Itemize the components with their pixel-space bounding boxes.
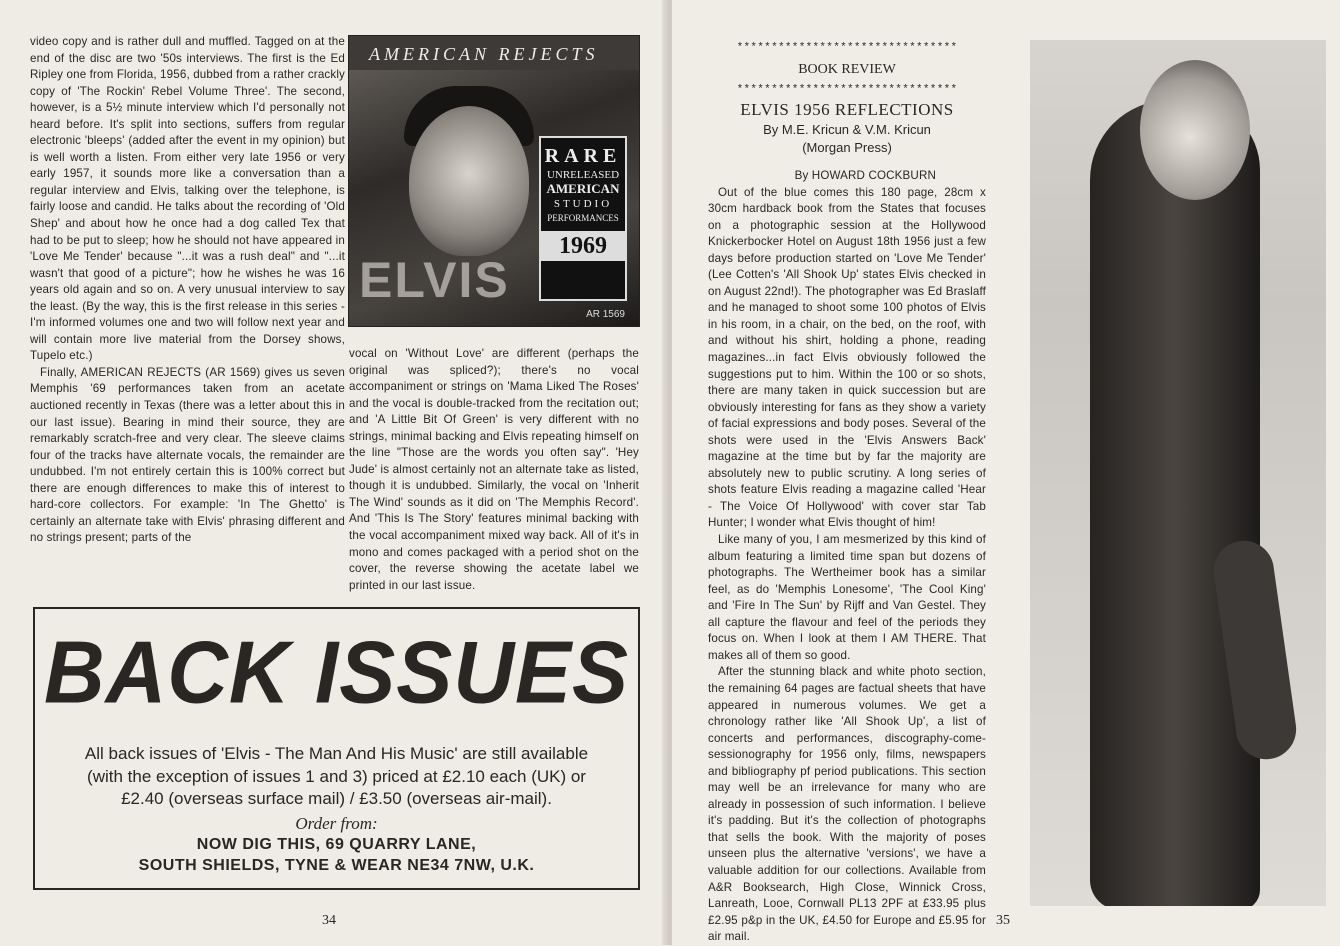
ad-text: All back issues of 'Elvis - The Man And His Music' are still available (with the exception of issues 1 and 3) priced at £2.10 each (UK) or £2.40 (overseas surface mail) / £3.50 (overseas air-mail).	[84, 744, 589, 808]
byline: By HOWARD COCKBURN	[794, 169, 936, 182]
star-divider: ********************************	[736, 42, 958, 54]
cover-artist: ELVIS	[359, 252, 510, 308]
cover-banner: AMERICAN REJECTS	[349, 36, 639, 70]
label-year: 1969	[541, 231, 625, 261]
article-column-1	[30, 34, 345, 547]
cover-face	[409, 106, 529, 256]
label-rare: RARE	[544, 145, 622, 167]
cover-label	[539, 136, 627, 301]
review-body	[708, 168, 986, 946]
page-number: 35	[996, 913, 1010, 928]
article-column-2	[349, 346, 639, 594]
paragraph: Out of the blue comes this 180 page, 28cm x 30cm hardback book from the States that focuses on a photographic session at the Hollywood Knickerbocker Hotel on August 18th 1956 just a few days before production started on 'Love Me Tender' (Lee Cotten's 'All Shook Up' states Elvis checked in on August 22nd!). The photographer was Ed Braslaff and he managed to shoot some 100 photos of Elvis in his room, in a chair, on the bed, on the roof, with and without his shirt, holding a phone, reading magazines...in fact Elvis obviously followed the suggestions put to him. Within the 100 or so shots, there are many taken in quick succession but are obviously interesting for fans as they show a variety of facial expressions and body poses. Several of the shots were used in the 'Elvis Answers Back' magazine at the time but by far the majority are absolutely new to public scrutiny. A long series of shots feature Elvis reading a magazine called 'Hear - The Voice Of Hollywood' with cover star Tab Hunter; I wonder what Elvis thought of him!	[708, 185, 986, 530]
photo-figure	[1090, 100, 1260, 906]
label-line: AMERICAN	[546, 181, 620, 196]
review-publisher: (Morgan Press)	[802, 140, 892, 155]
elvis-photo	[1030, 40, 1326, 906]
left-page	[0, 0, 668, 945]
review-title: ELVIS 1956 REFLECTIONS	[740, 100, 954, 119]
ad-order-label: Order from:	[295, 813, 378, 833]
review-authors: By M.E. Kricun & V.M. Kricun	[763, 122, 931, 137]
star-divider: ********************************	[736, 84, 958, 96]
section-label: BOOK REVIEW	[798, 62, 896, 77]
label-line: PERFORMANCES	[547, 213, 619, 223]
photo-head	[1140, 60, 1250, 200]
ad-address-2: SOUTH SHIELDS, TYNE & WEAR NE34 7NW, U.K.	[138, 856, 535, 874]
label-line: STUDIO	[553, 198, 613, 210]
paragraph: Finally, AMERICAN REJECTS (AR 1569) gives us seven Memphis '69 performances taken from an acetate auctioned recently in Texas (there was a letter about this in our last issue). Bearing in mind their source, they are remarkably scratch-free and very clear. The sleeve claims four of the tracks have alternate vocals, the remainder are undubbed. I'm not entirely certain this is 100% correct but there are enough differences to make this of interest to hard-core collectors. For example: 'In The Ghetto' is certainly an alternate take with Elvis' phrasing different and no strings present; parts of the	[30, 365, 345, 545]
page-number: 34	[322, 913, 336, 928]
album-cover-image	[348, 35, 640, 327]
ad-address-1: NOW DIG THIS, 69 QUARRY LANE,	[196, 835, 477, 853]
cover-catalog: AR 1569	[586, 309, 625, 320]
paragraph: After the stunning black and white photo section, the remaining 64 pages are factual sheets that have appeared in numerous volumes. We get a chronology rather like 'All Shook Up', a list of concerts and performances, discography-come-sessionography for 1956 only, films, newspapers and bibliography pf period publications. This section may well be an irrelevance for many who are already in possession of such information. I believe it's padding. But it's the collection of photographs that sells the book. With the majority of poses unseen plus the alternative 'versions', we have a valuable addition for our collections. Available from A&R Booksearch, High Close, Winnick Cross, Lanreath, Looe, Cornwall PL13 2PF at £33.95 plus £2.95 p&p in the UK, £4.50 for Europe and £5.95 for air mail.	[708, 665, 986, 944]
label-line: UNRELEASED	[546, 169, 620, 181]
paragraph: Like many of you, I am mesmerized by this kind of album featuring a limited time span but dozens of photographs. The Wertheimer book has a similar feel, as do 'Memphis Lonesome', 'The Cool King' and 'Fire In The Sun' by Rijff and Van Gestel. They all capture the flavour and feel of the periods they focus on. When I look at them I AM THERE. That makes all of them so good.	[708, 533, 986, 662]
paragraph: vocal on 'Without Love' are different (perhaps the original was spliced?); there's no vocal accompaniment or strings on 'Mama Liked The Roses' and the vocal is double-tracked from the recitation out; and 'A Little Bit Of Green' is very different with no strings, minimal backing and Elvis repeating himself on the line "Those are the words you often say". 'Hey Jude' is almost certainly not an alternate take as listed, though it is undubbed. Similarly, the vocal on 'Inherit The Wind' sounds as it did on 'The Memphis Record'. And 'This Is The Story' features minimal backing with the vocal accompaniment mixed way back. All of it's in mono and comes packaged with a period shot on the cover, the reverse showing the acetate label we printed in our last issue.	[349, 347, 639, 592]
ad-title: BACK ISSUES	[43, 622, 630, 722]
back-issues-ad	[33, 607, 640, 890]
paragraph: video copy and is rather dull and muffled. Tagged on at the end of the disc are two '50s interviews. The first is the Ed Ripley one from Florida, 1956, dubbed from a rather crackly copy of 'The Rockin' Rebel Volume Three'. The second, however, is a 5½ minute interview which I'd personally not heard before. It's split into sections, suffers from regular electronic 'bleeps' (added after the event in my opinion) but is well worth a listen. From either very late 1956 or very early 1957, it sounds more like a conversation than a regular interview and Elvis, talking over the telephone, is fairly loose and candid. He talks about the recording of 'Old Shep' and about how he once had a dog called Tex that had to be put to sleep; how he should not have appeared in 'Love Me Tender' because "...it was a rush deal" and "...it wasn't that good of a picture"; how he wishes he was 16 years old again and so on. A very unusual interview to say the least. (By the way, this is the first release in this series - I'm informed volumes one and two will follow next year and will contain more live material from the Dorsey shows, Tupelo etc.)	[30, 35, 345, 363]
